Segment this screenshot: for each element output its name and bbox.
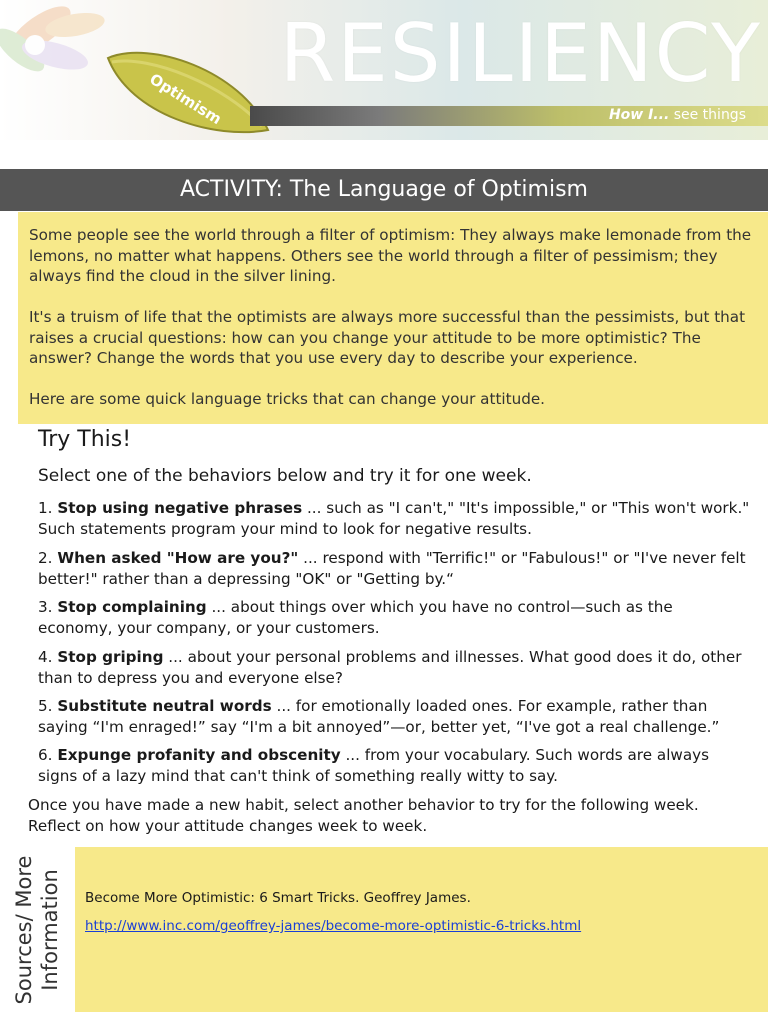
behavior-title: Stop griping — [57, 648, 164, 666]
behavior-text: ... about your personal problems and illnesses. What good does it do, other than to depress you and everyone else? — [38, 648, 742, 687]
behavior-title: Expunge profanity and obscenity — [57, 746, 341, 764]
intro-box — [18, 212, 768, 424]
page-header — [0, 0, 768, 140]
behavior-item — [38, 597, 750, 639]
behavior-number: 5. — [38, 697, 58, 715]
behavior-title: Stop complaining — [57, 598, 207, 616]
behavior-text: ... about things over which you have no control—such as the economy, your company, or your customers. — [38, 598, 673, 637]
behavior-title: When asked "How are you?" — [57, 549, 299, 567]
behavior-item — [38, 647, 750, 689]
behavior-item — [38, 696, 750, 738]
behavior-item — [38, 498, 750, 540]
try-this-subtitle: Select one of the behaviors below and try it for one week. — [38, 466, 532, 486]
intro-paragraph: It's a truism of life that the optimists are always more successful than the pessimists, but that raises a crucial questions: how can you change your attitude to be more optimistic? The answer? Change the words that you use every day to describe your experience. — [29, 308, 746, 367]
behavior-item — [38, 548, 750, 590]
behavior-number: 1. — [38, 499, 58, 517]
intro-paragraph: Here are some quick language tricks that can change your attitude. — [29, 390, 546, 408]
behavior-number: 4. — [38, 648, 58, 666]
behavior-number: 3. — [38, 598, 58, 616]
sources-box — [75, 847, 768, 1012]
source-citation: Become More Optimistic: 6 Smart Tricks. Geoffrey James. — [85, 890, 471, 906]
activity-title: ACTIVITY: The Language of Optimism — [0, 169, 768, 211]
behavior-text: ... from your vocabulary. Such words are always signs of a lazy mind that can't think of something really witty to say. — [38, 746, 710, 785]
leaf-label: Optimism — [146, 69, 225, 129]
behavior-text: ... such as "I can't," "It's impossible," or "This won't work." Such statements program your mind to look for negative results. — [38, 499, 750, 538]
behavior-title: Stop using negative phrases — [57, 499, 303, 517]
header-subtitle — [609, 107, 746, 123]
behavior-text: ... respond with "Terrific!" or "Fabulous!" or "I've never felt better!" rather than a depressing "OK" or "Getting by.“ — [38, 549, 746, 588]
sources-label-line: Information — [38, 869, 62, 991]
behavior-number: 6. — [38, 746, 58, 764]
brand-title: RESILIENCY — [279, 7, 762, 100]
try-this-heading: Try This! — [38, 427, 132, 452]
behavior-text: ... for emotionally loaded ones. For example, rather than saying “I'm enraged!” say “I'm a bit annoyed”—or, better yet, “I've got a real challenge.” — [38, 697, 720, 736]
source-link[interactable]: http://www.inc.com/geoffrey-james/become-more-optimistic-6-tricks.html — [85, 918, 582, 934]
subtitle-prefix: How I... — [608, 107, 670, 123]
subtitle-suffix: see things — [669, 107, 746, 123]
flower-graphic — [0, 0, 106, 78]
sources-label-line: Sources/ More — [12, 855, 36, 1005]
behavior-item — [38, 745, 750, 787]
behavior-title: Substitute neutral words — [57, 697, 272, 715]
closing-text: Once you have made a new habit, select another behavior to try for the following week. Reflect on how your attitude changes week to week. — [28, 796, 699, 835]
behavior-number: 2. — [38, 549, 58, 567]
sources-label — [11, 845, 63, 1015]
intro-paragraph: Some people see the world through a filter of optimism: They always make lemonade from the lemons, no matter what happens. Others see the world through a filter of pessimism; they always find the cloud in the silver lining. — [29, 226, 752, 285]
